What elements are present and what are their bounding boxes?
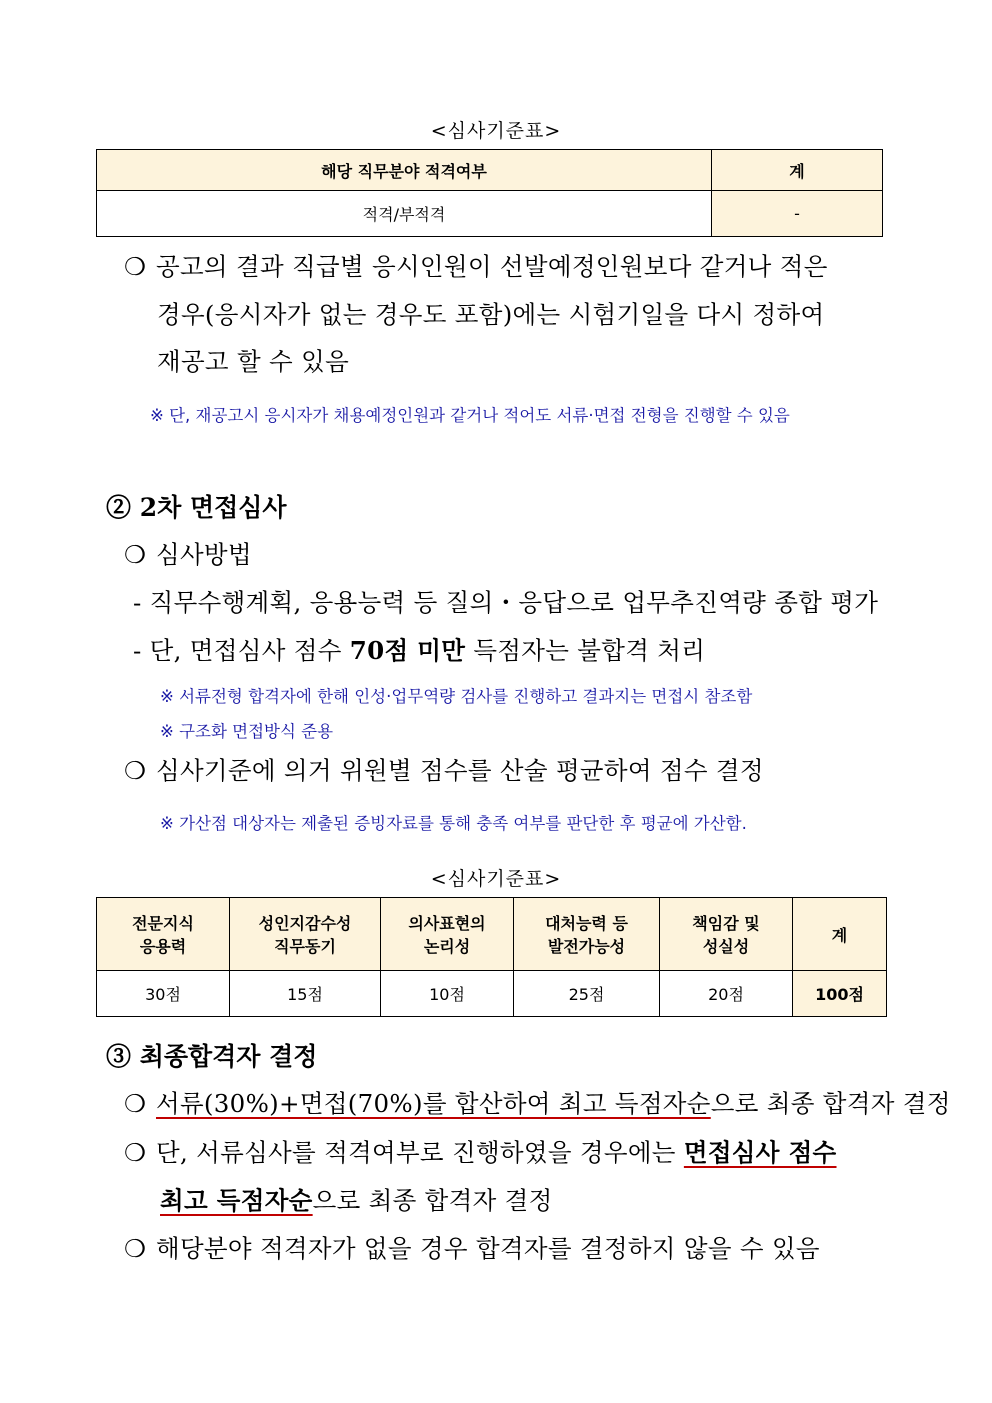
table2-score-expression: 10점: [381, 971, 514, 1017]
section2-title: ② 2차 면접심사: [106, 493, 287, 522]
method-heading: ❍ 심사방법: [124, 540, 252, 569]
criteria-table-2: [96, 897, 887, 1017]
final-item-2-line-1: ❍ 단, 서류심사를 적격여부로 진행하였을 경우에는 면접심사 점수: [124, 1138, 837, 1167]
table2-header-coping: 대처능력 등 발전가능성: [514, 898, 660, 971]
table2-header-total: 계: [793, 898, 887, 971]
table2-header-gender-sensitivity: 성인지감수성 직무동기: [230, 898, 381, 971]
table1-header-field: 해당 직무분야 적격여부: [97, 150, 712, 191]
section3-title: ③ 최종합격자 결정: [106, 1042, 318, 1071]
table2-caption: <심사기준표>: [430, 868, 562, 890]
table1-value-field: 적격/부적격: [97, 191, 712, 237]
circle-bullet-icon: ❍: [124, 1089, 147, 1118]
final-item-2-line-2: 최고 득점자순으로 최종 합격자 결정: [160, 1186, 553, 1215]
final-item-1: ❍ 서류(30%)+면접(70%)를 합산하여 최고 득점자순으로 최종 합격자 결정: [124, 1089, 951, 1118]
decide-line: ❍ 심사기준에 의거 위원별 점수를 산술 평균하여 점수 결정: [124, 756, 764, 785]
table1-caption: <심사기준표>: [430, 120, 562, 142]
readvertise-note: ※ 단, 재공고시 응시자가 채용예정인원과 같거나 적어도 서류·면접 전형을 진행할 수 있음: [150, 406, 790, 425]
table2-header-responsibility: 책임감 및 성실성: [660, 898, 793, 971]
readvertise-line-2: 경우(응시자가 없는 경우도 포함)에는 시험기일을 다시 정하여: [157, 300, 825, 329]
method-dash-2: - 단, 면접심사 점수 70점 미만 득점자는 불합격 처리: [133, 636, 706, 665]
criteria-table-1: [96, 149, 883, 237]
readvertise-line-3: 재공고 할 수 있음: [157, 347, 350, 376]
table2-score-expertise: 30점: [97, 971, 230, 1017]
circle-bullet-icon: ❍: [124, 1138, 147, 1167]
circle-bullet-icon: ❍: [124, 540, 147, 569]
final-item-3: ❍ 해당분야 적격자가 없을 경우 합격자를 결정하지 않을 수 있음: [124, 1234, 820, 1263]
table2-score-responsibility: 20점: [660, 971, 793, 1017]
table1-value-total: -: [712, 191, 883, 237]
table2-header-expression: 의사표현의 논리성: [381, 898, 514, 971]
readvertise-line-1: ❍ 공고의 결과 직급별 응시인원이 선발예정인원보다 같거나 적은: [124, 252, 828, 281]
table2-score-total: 100점: [793, 971, 887, 1017]
method-dash-1: - 직무수행계획, 응용능력 등 질의・응답으로 업무추진역량 종합 평가: [133, 588, 879, 617]
method-note-2: ※ 구조화 면접방식 준용: [160, 722, 334, 741]
circle-bullet-icon: ❍: [124, 252, 147, 281]
table2-score-coping: 25점: [514, 971, 660, 1017]
table2-score-gender-sensitivity: 15점: [230, 971, 381, 1017]
circle-bullet-icon: ❍: [124, 1234, 147, 1263]
bonus-note: ※ 가산점 대상자는 제출된 증빙자료를 통해 충족 여부를 판단한 후 평균에 가산함.: [160, 814, 747, 833]
method-note-1: ※ 서류전형 합격자에 한해 인성·업무역량 검사를 진행하고 결과지는 면접시 참조함: [160, 687, 753, 706]
table2-header-expertise: 전문지식 응용력: [97, 898, 230, 971]
table1-header-total: 계: [712, 150, 883, 191]
circle-bullet-icon: ❍: [124, 756, 147, 785]
